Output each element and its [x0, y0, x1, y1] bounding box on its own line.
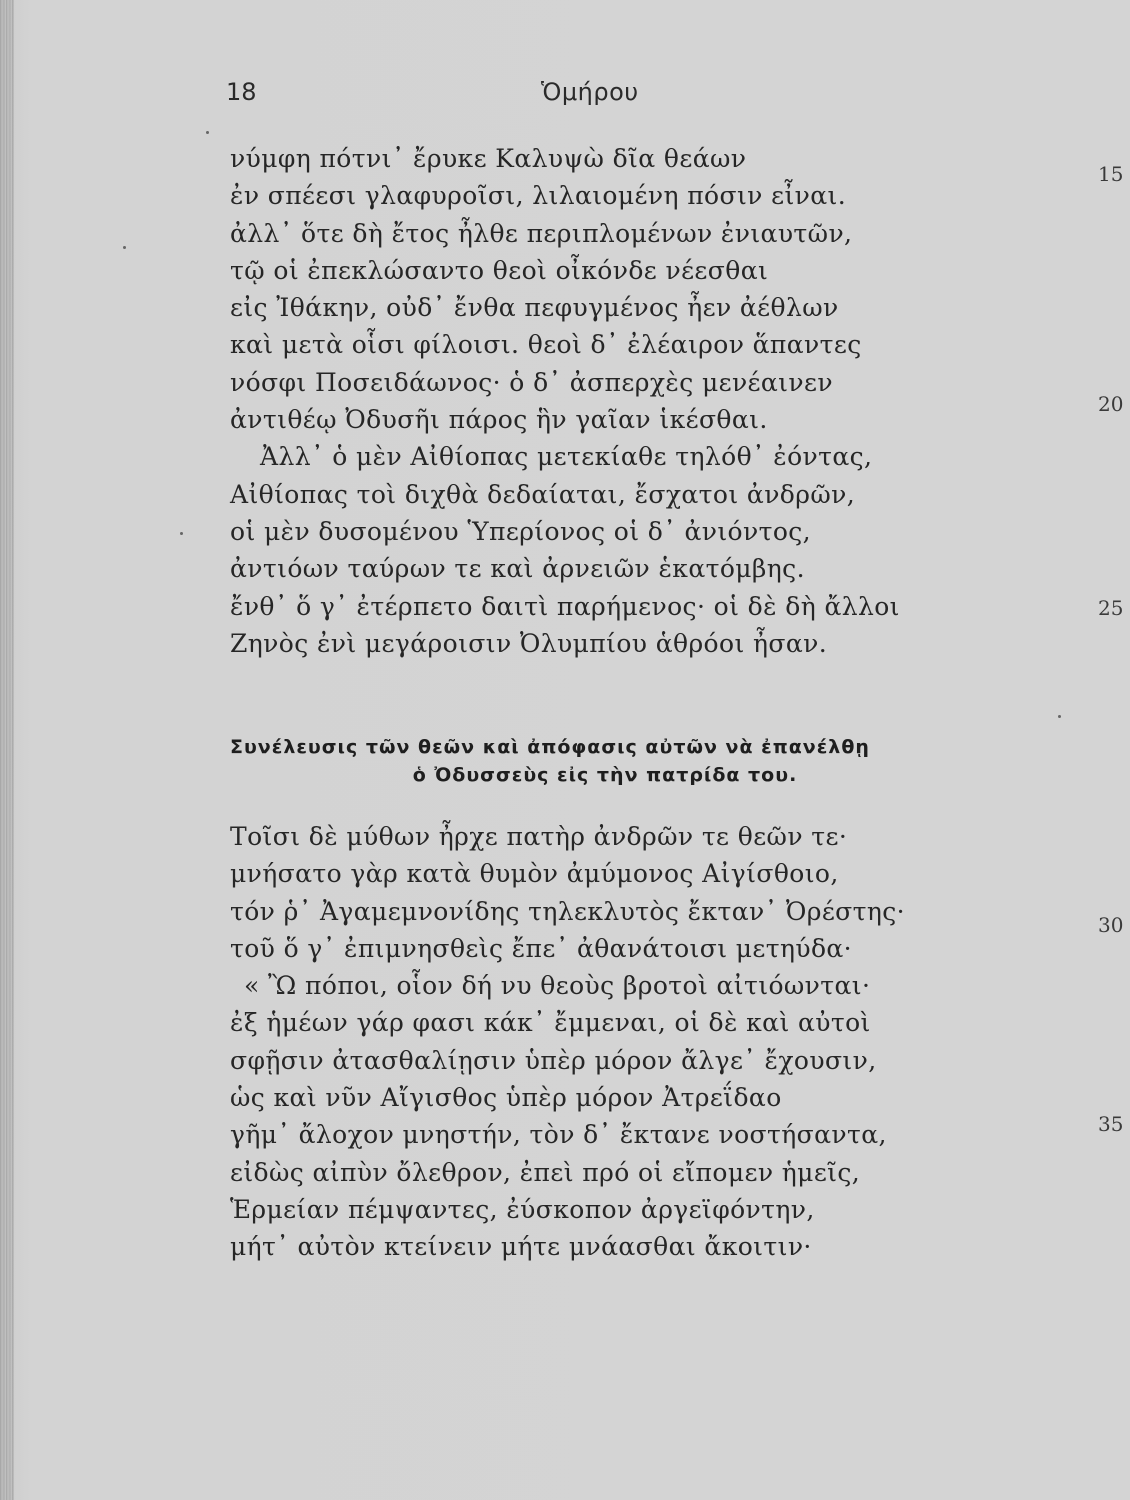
line-number: 30 [1098, 913, 1124, 937]
verse-line: μνήσατο γὰρ κατὰ θυμὸν ἀμύμονος Αἰγίσθοιο, [230, 859, 839, 889]
paper-speck [206, 131, 209, 134]
page-header [226, 78, 1006, 112]
line-number: 20 [1098, 392, 1124, 416]
verse-line: Ζηνὸς ἐνὶ μεγάροισιν Ὀλυμπίου ἁθρόοι ἦσαν. [230, 628, 828, 658]
verse-line: εἰδὼς αἰπὺν ὄλεθρον, ἐπεὶ πρό οἱ εἴπομεν ἡμεῖς, [230, 1157, 861, 1187]
verse-line: ἀντιόων ταύρων τε καὶ ἀρνειῶν ἑκατόμβης. [230, 554, 805, 584]
verse-line: εἰς Ἰθάκην, οὐδ᾽ ἔνθα πεφυγμένος ἦεν ἀέθλων [230, 293, 839, 323]
verse-line: τῷ οἱ ἐπεκλώσαντο θεοὶ οἶκόνδε νέεσθαι [230, 255, 769, 285]
section-heading-line-2: ὁ Ὀδυσσεὺς εἰς τὴν πατρίδα του. [412, 764, 798, 786]
running-title: Ὁμήρου [541, 78, 639, 106]
verse-line: ὡς καὶ νῦν Αἴγισθος ὑπὲρ μόρον Ἀτρεΐδαο [230, 1083, 782, 1113]
page-gutter [0, 0, 14, 1500]
verse-block-2 [230, 818, 1010, 1266]
verse-line: νόσφι Ποσειδάωνος· ὁ δ᾽ ἀσπερχὲς μενέαινεν [230, 367, 833, 397]
section-heading [230, 733, 1020, 789]
page-number: 18 [226, 78, 257, 106]
paper-speck [123, 246, 126, 249]
verse-line: ἀλλ᾽ ὅτε δὴ ἔτος ἦλθε περιπλομένων ἐνιαυτῶν, [230, 218, 853, 248]
verse-line: οἱ μὲν δυσομένου Ὑπερίονος οἱ δ᾽ ἀνιόντος, [230, 516, 812, 546]
verse-line: ἔνθ᾽ ὅ γ᾽ ἐτέρπετο δαιτὶ παρήμενος· οἱ δὲ δὴ ἄλλοι [230, 591, 900, 621]
line-number-margin [1098, 0, 1130, 1500]
verse-line: Ἑρμείαν πέμψαντες, ἐύσκοπον ἀργεϊφόντην, [230, 1194, 815, 1224]
verse-line: Αἰθίοπας τοὶ διχθὰ δεδαίαται, ἔσχατοι ἀνδρῶν, [230, 479, 856, 509]
line-number: 25 [1098, 596, 1124, 620]
verse-block-1 [230, 140, 1010, 662]
line-number: 15 [1098, 162, 1124, 186]
verse-line: γῆμ᾽ ἄλοχον μνηστήν, τὸν δ᾽ ἔκτανε νοστήσαντα, [230, 1120, 887, 1150]
paper-speck [180, 532, 183, 535]
verse-line: τοῦ ὅ γ᾽ ἐπιμνησθεὶς ἔπε᾽ ἀθανάτοισι μετηύδα· [230, 933, 853, 963]
verse-line: καὶ μετὰ οἷσι φίλοισι. θεοὶ δ᾽ ἐλέαιρον ἅπαντες [230, 330, 862, 360]
section-heading-line-1: Συνέλευσις τῶν θεῶν καὶ ἀπόφασις αὐτῶν νὰ ἐπανέλθῃ [230, 736, 870, 758]
verse-line: Τοῖσι δὲ μύθων ἦρχε πατὴρ ἀνδρῶν τε θεῶν τε· [230, 822, 848, 851]
verse-line: « Ὢ πόποι, οἷον δή νυ θεοὺς βροτοὶ αἰτιόωνται· [244, 971, 871, 1001]
verse-line: τόν ῥ᾽ Ἀγαμεμνονίδης τηλεκλυτὸς ἔκταν᾽ Ὀρέστης· [230, 896, 905, 926]
verse-line: ἐξ ἡμέων γάρ φασι κάκ᾽ ἔμμεναι, οἱ δὲ καὶ αὐτοὶ [230, 1008, 871, 1038]
verse-line: μήτ᾽ αὐτὸν κτείνειν μήτε μνάασθαι ἄκοιτιν· [230, 1232, 812, 1262]
line-number: 35 [1098, 1112, 1124, 1136]
verse-line: σφῇσιν ἀτασθαλίῃσιν ὑπὲρ μόρον ἄλγε᾽ ἔχουσιν, [230, 1045, 877, 1075]
paper-speck [1058, 715, 1061, 718]
verse-line: ἀντιθέῳ Ὀδυσῆι πάρος ἣν γαῖαν ἱκέσθαι. [230, 405, 768, 435]
verse-line: νύμφη πότνι᾽ ἔρυκε Καλυψὼ δῖα θεάων [230, 144, 747, 173]
verse-line: Ἀλλ᾽ ὁ μὲν Αἰθίοπας μετεκίαθε τηλόθ᾽ ἐόντας, [260, 442, 873, 472]
verse-line: ἐν σπέεσι γλαφυροῖσι, λιλαιομένη πόσιν εἶναι. [230, 181, 847, 211]
